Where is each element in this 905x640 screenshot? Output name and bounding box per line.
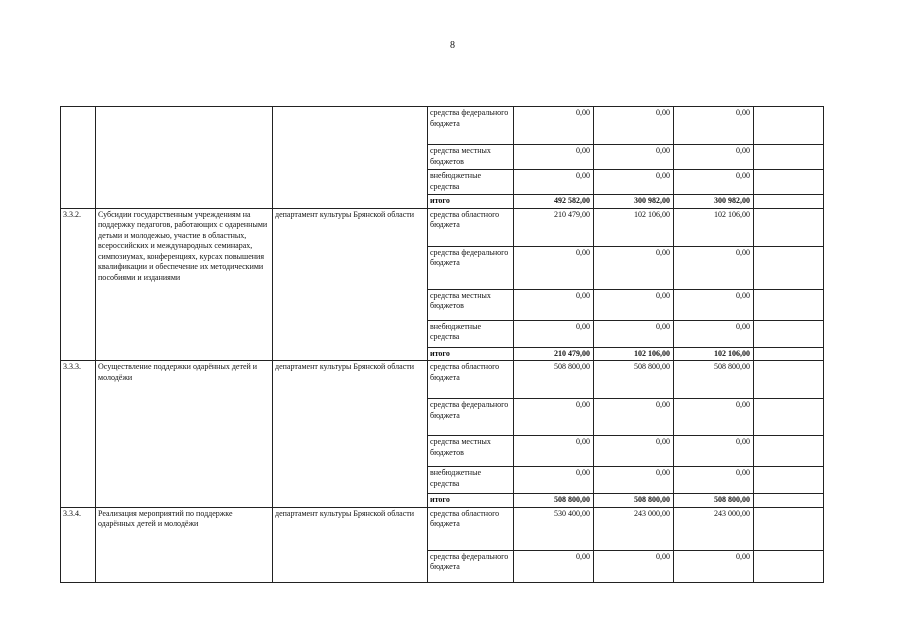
amount-cell-v3: 300 982,00 bbox=[674, 195, 754, 209]
item-name-cell: Субсидии государственным учреждениям на поддержку педагогов, работающих с одаренными детьми и молодежью, участие в областных, всероссийских и международных семинарах, симпозиумах, конференциях, курсах повышения квалификации и обеспечение их методическими пособиями и изданиями bbox=[96, 208, 273, 361]
funding-source-cell: итого bbox=[428, 195, 514, 209]
amount-cell-v3: 0,00 bbox=[674, 170, 754, 195]
amount-cell-v1: 0,00 bbox=[514, 145, 594, 170]
empty-cell bbox=[754, 289, 824, 320]
amount-cell-v1: 0,00 bbox=[514, 246, 594, 289]
empty-cell bbox=[754, 467, 824, 494]
amount-cell-v1: 508 800,00 bbox=[514, 494, 594, 508]
funding-source-cell: средства местных бюджетов bbox=[428, 145, 514, 170]
amount-cell-v2: 0,00 bbox=[594, 170, 674, 195]
empty-cell bbox=[754, 320, 824, 347]
empty-cell bbox=[754, 347, 824, 361]
table-row bbox=[61, 107, 824, 145]
table-row bbox=[61, 361, 824, 399]
amount-cell-v3: 0,00 bbox=[674, 289, 754, 320]
amount-cell-v1: 0,00 bbox=[514, 289, 594, 320]
amount-cell-v1: 530 400,00 bbox=[514, 507, 594, 550]
funding-source-cell: средства федерального бюджета bbox=[428, 107, 514, 145]
amount-cell-v2: 0,00 bbox=[594, 246, 674, 289]
page-number: 8 bbox=[450, 40, 455, 51]
amount-cell-v2: 508 800,00 bbox=[594, 494, 674, 508]
funding-source-cell: средства федерального бюджета bbox=[428, 399, 514, 436]
amount-cell-v1: 0,00 bbox=[514, 436, 594, 467]
funding-source-cell: внебюджетные средства bbox=[428, 320, 514, 347]
funding-source-cell: средства областного бюджета bbox=[428, 361, 514, 399]
amount-cell-v1: 0,00 bbox=[514, 399, 594, 436]
item-name-cell: Осуществление поддержки одарённых детей и молодёжи bbox=[96, 361, 273, 508]
empty-cell bbox=[754, 550, 824, 582]
amount-cell-v3: 508 800,00 bbox=[674, 494, 754, 508]
empty-cell bbox=[754, 246, 824, 289]
empty-cell bbox=[754, 361, 824, 399]
amount-cell-v2: 0,00 bbox=[594, 107, 674, 145]
empty-cell bbox=[754, 399, 824, 436]
amount-cell-v3: 0,00 bbox=[674, 246, 754, 289]
amount-cell-v3: 0,00 bbox=[674, 107, 754, 145]
amount-cell-v2: 0,00 bbox=[594, 320, 674, 347]
amount-cell-v3: 0,00 bbox=[674, 467, 754, 494]
item-name-cell: Реализация мероприятий по поддержке одарённых детей и молодёжи bbox=[96, 507, 273, 582]
amount-cell-v3: 508 800,00 bbox=[674, 361, 754, 399]
amount-cell-v1: 508 800,00 bbox=[514, 361, 594, 399]
funding-source-cell: средства областного бюджета bbox=[428, 507, 514, 550]
empty-cell bbox=[754, 107, 824, 145]
empty-cell bbox=[754, 208, 824, 246]
amount-cell-v3: 243 000,00 bbox=[674, 507, 754, 550]
table-row bbox=[61, 507, 824, 550]
amount-cell-v2: 0,00 bbox=[594, 550, 674, 582]
amount-cell-v1: 0,00 bbox=[514, 550, 594, 582]
amount-cell-v3: 0,00 bbox=[674, 399, 754, 436]
amount-cell-v3: 102 106,00 bbox=[674, 347, 754, 361]
funding-source-cell: средства федерального бюджета bbox=[428, 246, 514, 289]
funding-source-cell: средства местных бюджетов bbox=[428, 289, 514, 320]
funding-source-cell: итого bbox=[428, 347, 514, 361]
amount-cell-v1: 0,00 bbox=[514, 467, 594, 494]
budget-table bbox=[60, 106, 824, 583]
amount-cell-v3: 0,00 bbox=[674, 436, 754, 467]
amount-cell-v3: 0,00 bbox=[674, 320, 754, 347]
budget-table-body bbox=[61, 107, 824, 583]
amount-cell-v1: 210 479,00 bbox=[514, 208, 594, 246]
empty-cell bbox=[754, 436, 824, 467]
amount-cell-v1: 0,00 bbox=[514, 170, 594, 195]
amount-cell-v1: 0,00 bbox=[514, 107, 594, 145]
funding-source-cell: внебюджетные средства bbox=[428, 170, 514, 195]
amount-cell-v2: 0,00 bbox=[594, 145, 674, 170]
funding-source-cell: средства федерального бюджета bbox=[428, 550, 514, 582]
amount-cell-v2: 0,00 bbox=[594, 399, 674, 436]
number-cell bbox=[61, 107, 96, 209]
amount-cell-v2: 508 800,00 bbox=[594, 361, 674, 399]
amount-cell-v1: 0,00 bbox=[514, 320, 594, 347]
amount-cell-v3: 0,00 bbox=[674, 550, 754, 582]
item-org-cell: департамент культуры Брянской области bbox=[273, 507, 428, 582]
amount-cell-v2: 102 106,00 bbox=[594, 347, 674, 361]
item-number-cell: 3.3.4. bbox=[61, 507, 96, 582]
empty-cell bbox=[754, 145, 824, 170]
amount-cell-v2: 0,00 bbox=[594, 467, 674, 494]
empty-cell bbox=[754, 494, 824, 508]
table-row bbox=[61, 208, 824, 246]
name-cell bbox=[96, 107, 273, 209]
amount-cell-v1: 210 479,00 bbox=[514, 347, 594, 361]
funding-source-cell: средства областного бюджета bbox=[428, 208, 514, 246]
item-org-cell: департамент культуры Брянской области bbox=[273, 361, 428, 508]
item-org-cell: департамент культуры Брянской области bbox=[273, 208, 428, 361]
amount-cell-v3: 0,00 bbox=[674, 145, 754, 170]
empty-cell bbox=[754, 507, 824, 550]
item-number-cell: 3.3.2. bbox=[61, 208, 96, 361]
funding-source-cell: итого bbox=[428, 494, 514, 508]
amount-cell-v1: 492 582,00 bbox=[514, 195, 594, 209]
amount-cell-v2: 0,00 bbox=[594, 289, 674, 320]
org-cell bbox=[273, 107, 428, 209]
amount-cell-v3: 102 106,00 bbox=[674, 208, 754, 246]
funding-source-cell: внебюджетные средства bbox=[428, 467, 514, 494]
empty-cell bbox=[754, 170, 824, 195]
item-number-cell: 3.3.3. bbox=[61, 361, 96, 508]
amount-cell-v2: 300 982,00 bbox=[594, 195, 674, 209]
amount-cell-v2: 102 106,00 bbox=[594, 208, 674, 246]
amount-cell-v2: 0,00 bbox=[594, 436, 674, 467]
empty-cell bbox=[754, 195, 824, 209]
funding-source-cell: средства местных бюджетов bbox=[428, 436, 514, 467]
amount-cell-v2: 243 000,00 bbox=[594, 507, 674, 550]
